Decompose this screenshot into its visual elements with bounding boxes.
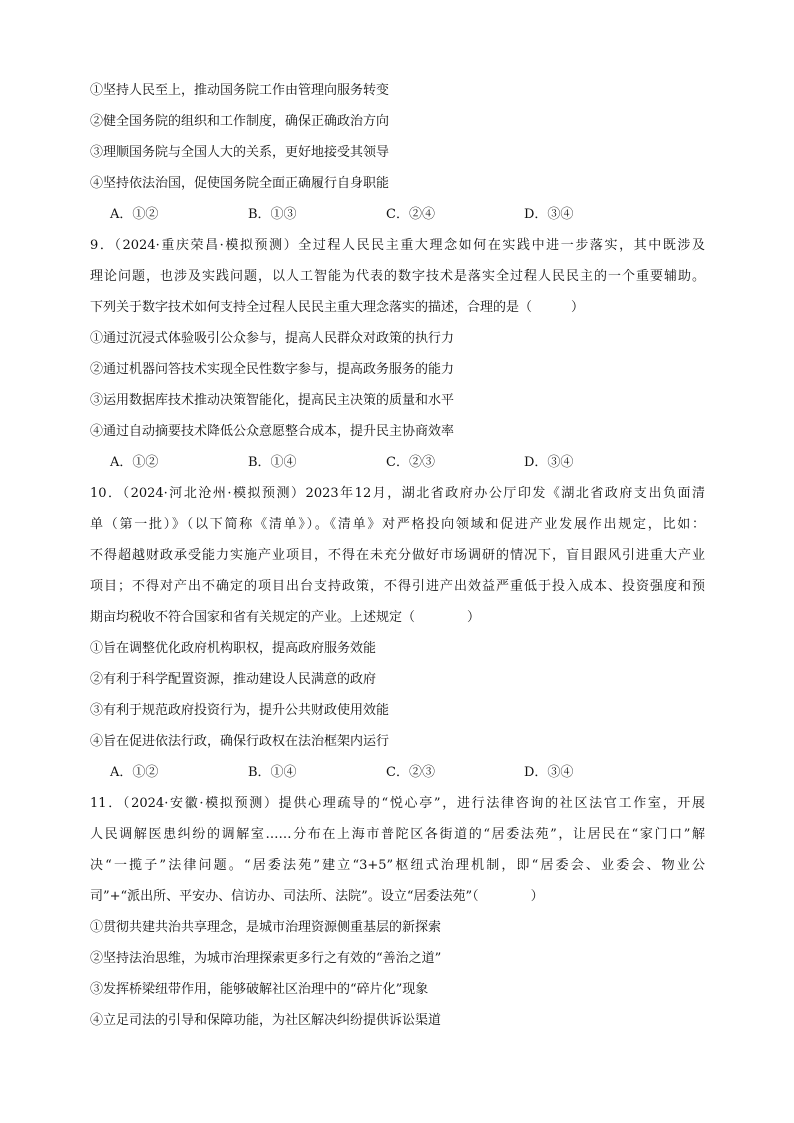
- answer-options: [90, 450, 705, 481]
- answer-options: [90, 202, 705, 233]
- statement-2: ②有利于科学配置资源，推动建设人民满意的政府: [90, 672, 377, 687]
- question-stem-line: 人民调解医患纠纷的调解室……分布在上海市普陀区各街道的“居委法苑”，让居民在“家门口”解: [90, 827, 705, 842]
- statement-2: ②通过机器问答技术实现全民性数字参与，提高政务服务的能力: [90, 362, 455, 377]
- document-page: [90, 78, 705, 1039]
- option-d[interactable]: D．③④: [524, 455, 574, 470]
- statement-2: ②坚持法治思维，为城市治理探索更多行之有效的“善治之道”: [90, 951, 442, 966]
- option-b[interactable]: B．①④: [248, 455, 297, 470]
- option-d[interactable]: D．③④: [524, 765, 574, 780]
- statement-1: ①旨在调整优化政府机构职权，提高政府服务效能: [90, 641, 377, 656]
- question-stem-line: 项目；不得对产出不确定的项目出台支持政策，不得引进产出效益严重低于投入成本、投资强度和预: [90, 579, 705, 594]
- statement-3: ③理顺国务院与全国人大的关系，更好地接受其领导: [90, 145, 390, 160]
- question-8: [90, 78, 705, 233]
- option-b[interactable]: B．①④: [248, 765, 297, 780]
- option-a[interactable]: A．①②: [110, 765, 159, 780]
- statement-3: ③发挥桥梁纽带作用，能够破解社区治理中的“碎片化”现象: [90, 982, 429, 997]
- option-a[interactable]: A．①②: [110, 207, 159, 222]
- statement-3: ③运用数据库技术推动决策智能化，提高民主决策的质量和水平: [90, 393, 455, 408]
- option-c[interactable]: C．②④: [386, 207, 435, 222]
- statement-3: ③有利于规范政府投资行为，提升公共财政使用效能: [90, 703, 390, 718]
- option-c[interactable]: C．②③: [386, 455, 435, 470]
- question-stem-line: 决“一揽子”法律问题。“居委法苑”建立“3+5”枢纽式治理机制，即“居委会、业委会、物业公: [90, 858, 705, 873]
- option-b[interactable]: B．①③: [248, 207, 297, 222]
- question-stem-line: 10．（2024·河北沧州·模拟预测）2023年12月，湖北省政府办公厅印发《湖北省政府支出负面清: [90, 486, 705, 501]
- question-9: [90, 233, 705, 481]
- statement-1: ①通过沉浸式体验吸引公众参与，提高人民群众对政策的执行力: [90, 331, 455, 346]
- statement-2: ②健全国务院的组织和工作制度，确保正确政治方向: [90, 114, 390, 129]
- question-stem-line: 单（第一批）》（以下简称《清单》）。《清单》对严格投向领域和促进产业发展作出规定，比如：: [90, 517, 705, 532]
- question-stem-line: 下列关于数字技术如何支持全过程人民民主重大理念落实的描述，合理的是（ ）: [90, 300, 585, 315]
- option-d[interactable]: D．③④: [524, 207, 574, 222]
- statement-4: ④坚持依法治国，促使国务院全面正确履行自身职能: [90, 176, 390, 191]
- question-stem-line: 理论问题，也涉及实践问题，以人工智能为代表的数字技术是落实全过程人民民主的一个重要辅助。: [90, 269, 705, 284]
- question-stem-line: 不得超越财政承受能力实施产业项目，不得在未充分做好市场调研的情况下，盲目跟风引进重大产业: [90, 548, 705, 563]
- option-a[interactable]: A．①②: [110, 455, 159, 470]
- question-stem-line: 司”+“派出所、平安办、信访办、司法所、法院”。设立“居委法苑”（ ）: [90, 889, 544, 904]
- question-stem-line: 11．（2024·安徽·模拟预测）提供心理疏导的“悦心亭”，进行法律咨询的社区法官工作室，开展: [90, 796, 705, 811]
- answer-options: [90, 760, 705, 791]
- question-stem-line: 期亩均税收不符合国家和省有关规定的产业。上述规定（ ）: [90, 610, 481, 625]
- option-c[interactable]: C．②③: [386, 765, 435, 780]
- statement-4: ④通过自动摘要技术降低公众意愿整合成本，提升民主协商效率: [90, 424, 455, 439]
- question-stem-line: 9．（2024·重庆荣昌·模拟预测）全过程人民民主重大理念如何在实践中进一步落实，其中既涉及: [90, 238, 705, 253]
- statement-4: ④立足司法的引导和保障功能，为社区解决纠纷提供诉讼渠道: [90, 1013, 442, 1028]
- statement-1: ①坚持人民至上，推动国务院工作由管理向服务转变: [90, 83, 390, 98]
- statement-4: ④旨在促进依法行政，确保行政权在法治框架内运行: [90, 734, 390, 749]
- question-10: [90, 481, 705, 791]
- question-11: [90, 791, 705, 1039]
- statement-1: ①贯彻共建共治共享理念，是城市治理资源侧重基层的新探索: [90, 920, 442, 935]
